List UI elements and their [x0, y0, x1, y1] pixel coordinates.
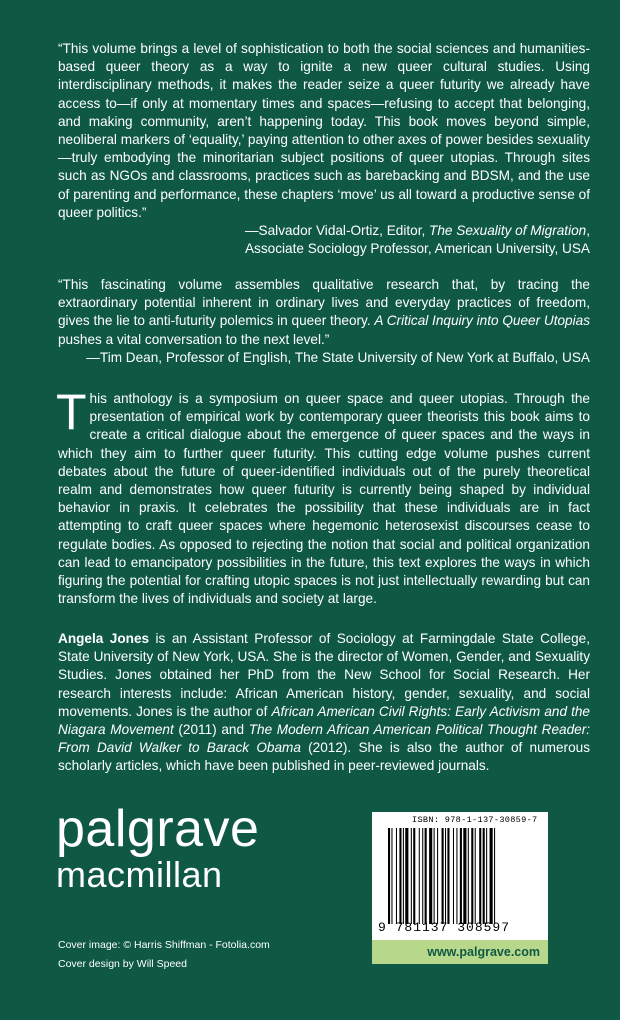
barcode-bar — [388, 828, 390, 924]
attribution-comma: , — [586, 223, 590, 239]
attribution-name: —Salvador Vidal-Ortiz, Editor, — [244, 223, 430, 239]
barcode-bar — [391, 828, 392, 924]
barcode-bar — [425, 828, 427, 924]
barcode-bar — [494, 828, 495, 924]
bio-part2: (2011) and — [173, 722, 249, 738]
quote-dean — [58, 276, 590, 367]
quote-vidal-ortiz — [58, 40, 590, 258]
bio-part3: (2012). She is also the author of numerous scholarly articles, which have been published in peer-reviewed journals. — [58, 740, 590, 774]
author-name: Angela Jones — [58, 631, 150, 646]
bio-book1: African American Civil Rights: Early Activism and the Niagara Movement — [58, 703, 590, 738]
barcode-bar — [483, 828, 485, 924]
barcode-bar — [437, 828, 438, 924]
barcode-bar — [403, 828, 404, 924]
barcode-bar — [456, 828, 457, 924]
quote-text: “This volume brings a level of sophistication to both the social sciences and humanities-based queer theory as a way to ignite a new queer cultural studies. Using interdisciplinary methods, it makes the reader seize a queer futurity we already have access to—if only at momentary times and spaces—refusing to accept that belonging, and making community, aren’t happening today. This book moves beyond simple, neoliberal markers of ‘equality,’ paying attention to other axes of power besides sexuality—truly embodying the minoritarian subject positions of queer utopias. Through sites such as NGOs and classrooms, practices such as barebacking and BDSM, and the use of parenting and performance, these chapters ‘move’ us all toward a productive sense of queer politics.” — [58, 41, 590, 220]
isbn-label: ISBN: 978-1-137-30859-7 — [412, 815, 538, 825]
cover-credits — [58, 936, 270, 974]
barcode — [372, 812, 548, 940]
barcode-bar — [419, 828, 420, 924]
bio-book2: The Modern African American Political Thought Reader: From David Walker to Barack Obama — [58, 722, 591, 756]
barcode-bar — [396, 828, 397, 924]
barcode-bar — [445, 828, 446, 924]
barcode-bar — [411, 828, 412, 924]
barcode-bar — [422, 828, 423, 924]
barcode-bar — [468, 828, 469, 924]
barcode-bar — [399, 828, 401, 924]
cover-image-credit: Cover image: © Harris Shiffman - Fotolia.com — [58, 939, 270, 951]
barcode-bar — [479, 828, 481, 924]
quote-attribution: —Tim Dean, Professor of English, The State University of New York at Buffalo, USA — [86, 349, 590, 365]
barcode-bar — [405, 828, 408, 924]
isbn-digits: 9 781137 308597 — [378, 920, 511, 935]
quote-attribution-line2: Associate Sociology Professor, American University, USA — [244, 241, 590, 257]
logo-line2: macmillan — [56, 854, 223, 895]
bio-text — [58, 630, 590, 776]
attribution-book: The Sexuality of Migration — [429, 223, 587, 239]
barcode-bar — [471, 828, 473, 924]
barcode-bar — [486, 828, 487, 924]
barcode-bar — [442, 828, 444, 924]
description-text: his anthology is a symposium on queer space and queer utopias. Through the presentation of empirical work by contemporary queer theorists this book aims to create a critical dialogue about the emergence of queer spaces and the ways in which they aim to further queer futurity. This cutting edge volume pushes current debates about the future of queer-identified individuals out of the purely theoretical realm and demonstrates how queer futurity is currently being shaped by individual behavior in praxis. It celebrates the possibility that these individuals are in fact attempting to craft queer spaces where hegemonic heterosexist discourses cease to regulate bodies. As opposed to rejecting the notion that social and political organization can lead to emancipatory possibilities in the future, this text explores the ways in which figuring the potential for crafting utopic spaces is not just intellectually rewarding but can transform the lives of individuals and society at large. — [58, 391, 590, 607]
drop-cap: T — [56, 384, 87, 440]
bio-part1: is an Assistant Professor of Sociology at Farmingdale State College, State University of New York, USA. She is the director of Women, Gender, and Sexuality Studies. Jones obtained her PhD from the New School for Social Research. Her research interests include: African American history, gender, sexuality, and social movements. Jones is the author of — [58, 631, 590, 719]
book-description — [56, 384, 590, 608]
barcode-bar — [460, 828, 462, 924]
quote-text — [58, 276, 590, 349]
quote-text-end: pushes a vital conversation to the next level.” — [58, 331, 330, 347]
barcode-bar — [429, 828, 432, 924]
author-bio — [58, 630, 590, 776]
quote-book-title: A Critical Inquiry into Queer Utopias — [374, 313, 590, 329]
barcode-bar — [434, 828, 435, 924]
barcode-bar — [463, 828, 466, 924]
logo-line1: palgrave — [56, 800, 260, 858]
barcode-bar — [413, 828, 415, 924]
barcode-bar — [453, 828, 454, 924]
quote-text-start: “This fascinating volume assembles qualitative research that, by tracing the extraordinary potential inherent in ordinary lives and everyday practices of freedom, gives the lie to anti-futurity polemics in queer theory. — [58, 277, 590, 329]
publisher-website[interactable]: www.palgrave.com — [372, 940, 548, 964]
quote-attribution — [58, 222, 590, 240]
barcode-bar — [490, 828, 493, 924]
barcode-bars-icon — [388, 828, 536, 924]
publisher-logo — [56, 802, 259, 894]
barcode-bar — [447, 828, 449, 924]
cover-design-credit: Cover design by Will Speed — [58, 958, 187, 970]
barcode-bar — [475, 828, 476, 924]
